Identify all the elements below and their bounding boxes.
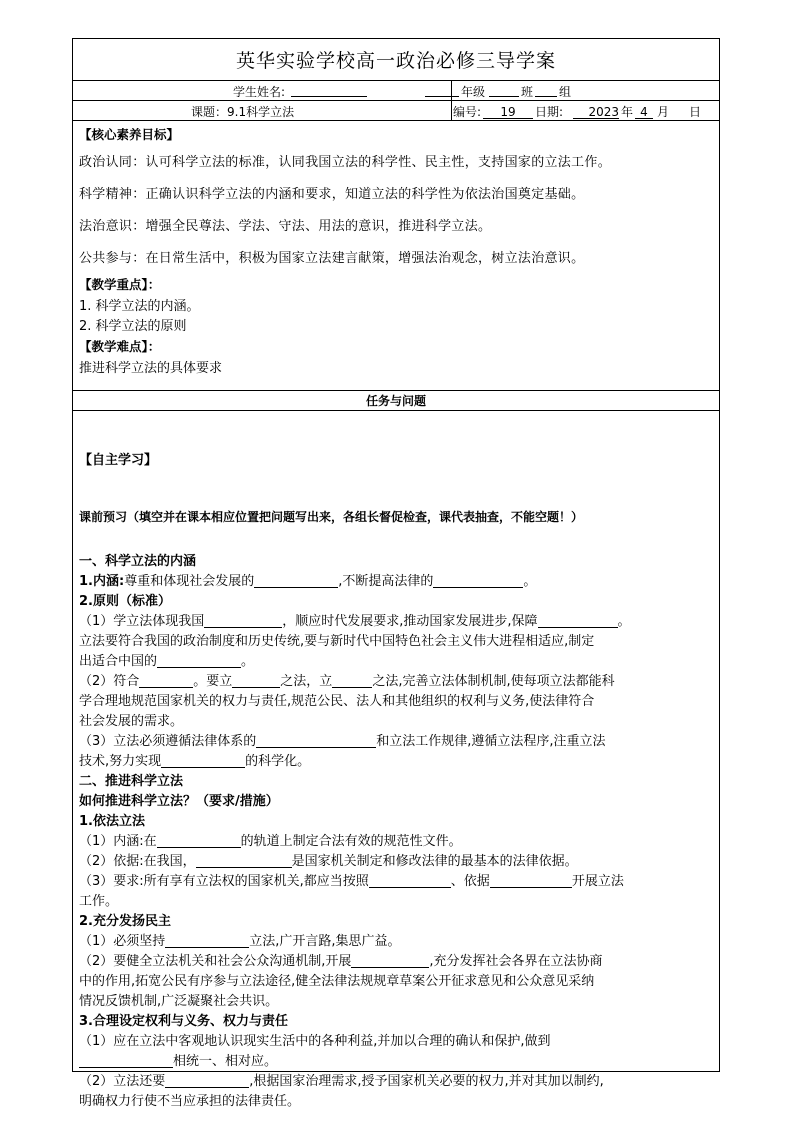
content-line: （1）内涵:在 的轨道上制定合法有效的规范性文件。 [79, 834, 462, 849]
section-heading: 二、推进科学立法 [79, 774, 184, 789]
number-value: 19 [483, 105, 533, 119]
blank-field[interactable] [139, 673, 193, 688]
student-name-field[interactable] [291, 83, 367, 97]
blank-field[interactable] [79, 1053, 173, 1068]
core-item: 政治认同：认可科学立法的标准，认同我国立法的科学性、民主性，支持国家的立法工作。 [79, 155, 612, 170]
month-unit: 月 [657, 105, 670, 119]
content-line: （2）要健全立法机关和社会公众沟通机制,开展 ,充分发挥社会各界在立法协商 [79, 954, 603, 969]
blank-field[interactable] [165, 1073, 249, 1088]
core-item: 科学精神：正确认识科学立法的内涵和要求，知道立法的科学性为依法治国奠定基础。 [79, 187, 585, 202]
student-info-row [73, 81, 719, 101]
content-line: （2）立法还要 ,根据国家治理需求,授予国家机关必要的权力,并对其加以制约, [79, 1074, 604, 1089]
preview-instruction: 课前预习（填空并在课本相应位置把问题写出来，各组长督促检查，课代表抽查，不能空题！） [79, 510, 584, 524]
content-line: 出适合中国的 。 [79, 654, 255, 669]
content-line: 社会发展的需求。 [79, 714, 184, 729]
core-heading: 【核心素养目标】 [79, 127, 180, 142]
grade-field[interactable] [425, 83, 459, 97]
class-label: 班 [521, 85, 534, 99]
content-line: （1）学立法体现我国 ，顺应时代发展要求,推动国家发展进步,保障 。 [79, 614, 631, 629]
blank-field[interactable] [332, 673, 372, 688]
number-label: 编号: [453, 105, 482, 119]
lesson-title: 课题：9.1科学立法 [191, 105, 295, 119]
student-name-label: 学生姓名: [233, 85, 286, 99]
blank-field[interactable] [157, 653, 241, 668]
key-item: 1. 科学立法的内涵。 [79, 299, 200, 314]
worksheet [72, 38, 720, 1109]
content-line: （2）符合 。要立 之法，立 之法,完善立法体制机制,使每项立法都能科 [79, 674, 615, 689]
section-question: 如何推进科学立法？（要求/措施） [79, 794, 279, 809]
content-line: 1.内涵:尊重和体现社会发展的 ,不断提高法律的 。 [79, 574, 537, 589]
key-item: 2. 科学立法的原则 [79, 319, 187, 334]
section-heading: 一、科学立法的内涵 [79, 554, 197, 569]
blank-field[interactable] [204, 613, 282, 628]
subsection-heading: 2.原则（标准） [79, 594, 171, 609]
blank-field[interactable] [256, 733, 376, 748]
blank-field[interactable] [433, 573, 523, 588]
difficulty-item: 推进科学立法的具体要求 [79, 361, 223, 376]
key-heading: 【教学重点】： [79, 277, 161, 292]
content-line: （3）立法必须遵循法律体系的 和立法工作规律,遵循立法程序,注重立法 [79, 734, 606, 749]
blank-field[interactable] [369, 873, 451, 888]
tasks-heading: 任务与问题 [73, 391, 719, 411]
difficulty-heading: 【教学难点】： [79, 339, 161, 354]
grade-label: 年级 [461, 85, 486, 99]
year-value: 2023 [573, 105, 619, 119]
group-label: 组 [559, 85, 572, 99]
core-item: 法治意识：增强全民尊法、学法、守法、用法的意识，推进科学立法。 [79, 219, 492, 234]
blank-field[interactable] [232, 673, 280, 688]
objectives-section [73, 121, 719, 391]
blank-field[interactable] [196, 853, 292, 868]
date-label: 日期: [535, 105, 564, 119]
content-line: 明确权力行使不当应承担的法律责任。 [79, 1094, 301, 1109]
blank-field[interactable] [538, 613, 618, 628]
group-field[interactable] [535, 83, 557, 97]
content-line: 中的作用,拓宽公民有序参与立法途径,健全法律法规规章草案公开征求意见和公众意见采纳 [79, 974, 595, 989]
class-field[interactable] [489, 83, 519, 97]
subsection-heading: 1.依法立法 [79, 814, 145, 829]
content-line: （3）要求:所有享有立法权的国家机关,都应当按照 、依据 开展立法 [79, 874, 624, 889]
content-line: 技术,努力实现 的科学化。 [79, 754, 311, 769]
lesson-info-row [73, 101, 719, 121]
core-item: 公共参与：在日常生活中，积极为国家立法建言献策，增强法治观念，树立法治意识。 [79, 251, 585, 266]
month-value: 4 [635, 105, 653, 119]
day-unit: 日 [689, 105, 702, 119]
content-line: 情况反馈机制,广泛凝聚社会共识。 [79, 994, 279, 1009]
self-study-heading: 【自主学习】 [79, 453, 158, 468]
content-line: （1）必须坚持 立法,广开言路,集思广益。 [79, 934, 401, 949]
content-line: （1）应在立法中客观地认识现实生活中的各种利益,并加以合理的确认和保护,做到 [79, 1034, 551, 1049]
blank-field[interactable] [157, 833, 241, 848]
subsection-heading: 2.充分发扬民主 [79, 914, 171, 929]
divider [451, 101, 452, 120]
study-content [73, 411, 719, 1109]
year-unit: 年 [621, 105, 634, 119]
content-line: 立法要符合我国的政治制度和历史传统,要与新时代中国特色社会主义伟大进程相适应,制定 [79, 634, 595, 649]
content-line: 相统一、相对应。 [79, 1052, 713, 1072]
blank-field[interactable] [351, 953, 429, 968]
blank-field[interactable] [165, 933, 249, 948]
subsection-heading: 3.合理设定权利与义务、权力与责任 [79, 1014, 288, 1029]
content-line: 学合理地规范国家机关的权力与责任,规范公民、法人和其他组织的权利与义务,使法律符合 [79, 694, 595, 709]
blank-field[interactable] [161, 753, 245, 768]
page-title: 英华实验学校高一政治必修三导学案 [73, 39, 719, 81]
content-line: （2）依据:在我国， 是国家机关制定和修改法律的最基本的法律依据。 [79, 854, 578, 869]
blank-field[interactable] [490, 873, 572, 888]
content-line: 工作。 [79, 894, 119, 909]
blank-field[interactable] [254, 573, 338, 588]
